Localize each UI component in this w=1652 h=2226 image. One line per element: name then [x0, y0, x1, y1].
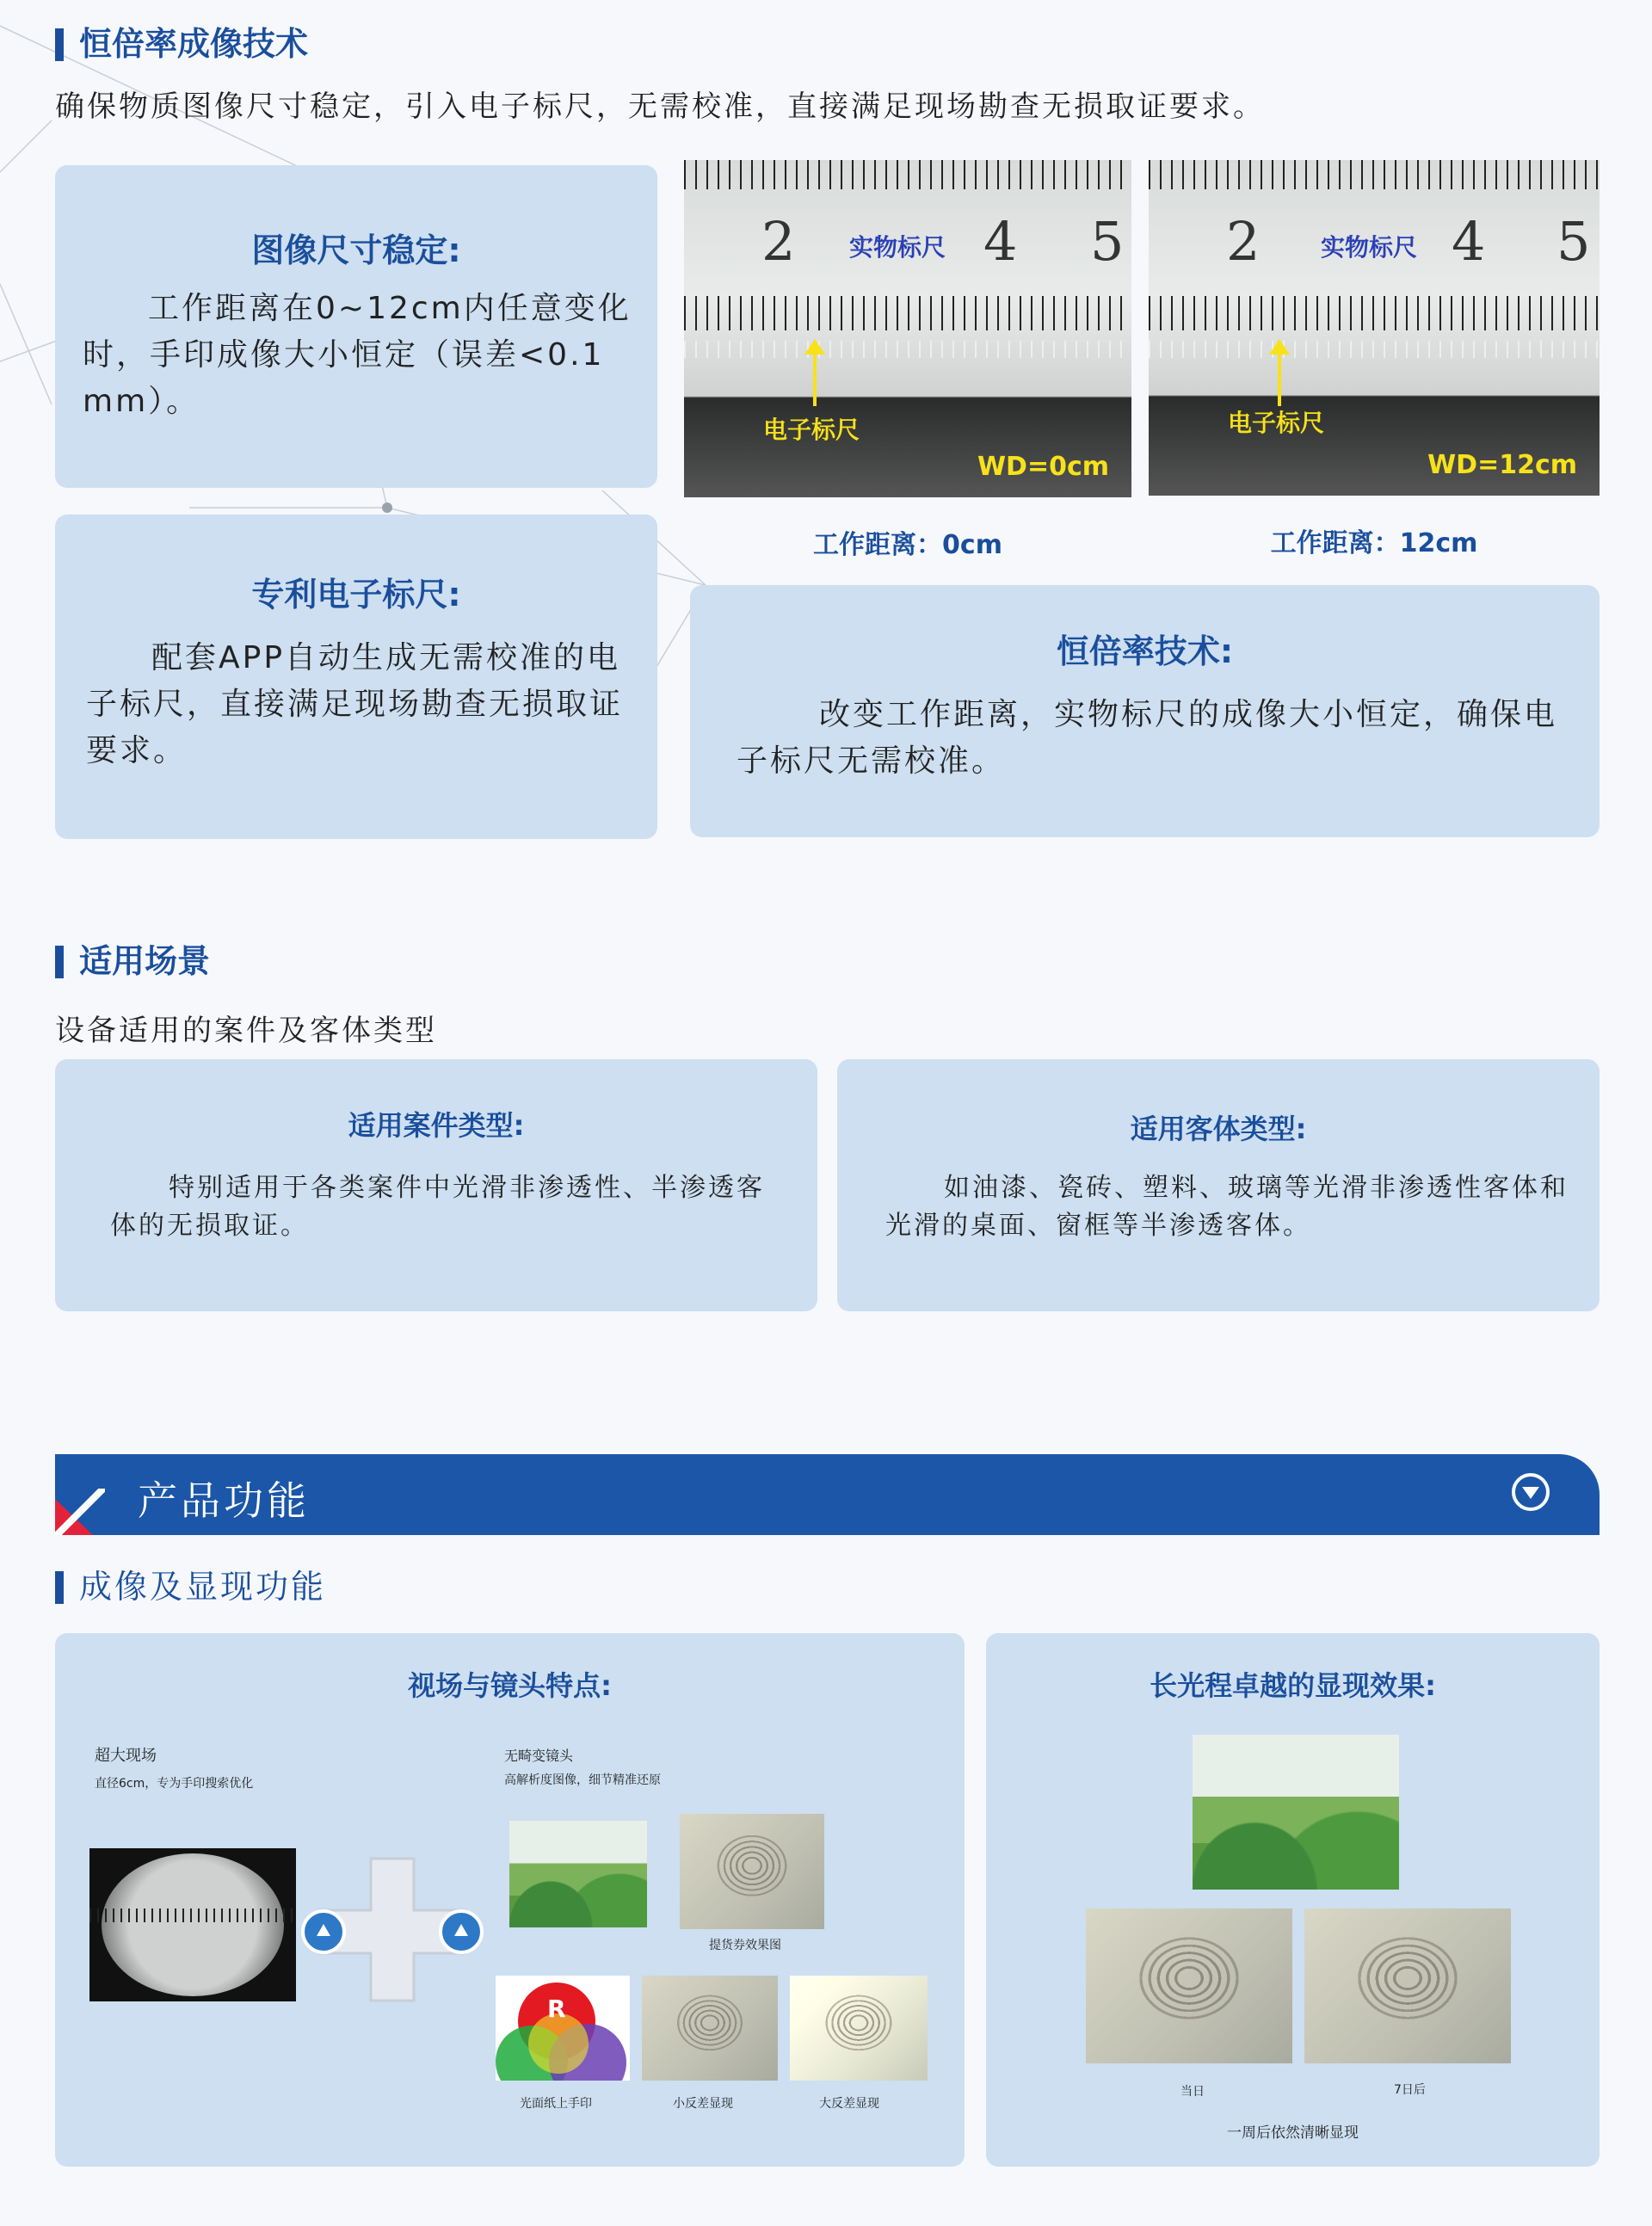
fingerprint-same-day-image [1086, 1908, 1292, 2063]
card-body-object-types: 如油漆、瓷砖、塑料、玻璃等光滑非渗透性客体和光滑的桌面、窗框等半渗透客体。 [885, 1173, 1569, 1241]
card-image-size-stable [55, 165, 657, 488]
caption-large-contrast: 大反差显现 [819, 2097, 879, 2111]
banner-title: 产品功能 [138, 1477, 310, 1524]
ruler-digit: 4 [983, 210, 1018, 273]
card-title-long-path-effect: 长光程卓越的显现效果: [1150, 1669, 1436, 1702]
card-title-constant-magnification-tech: 恒倍率技术: [1056, 632, 1234, 670]
card-title-case-types: 适用案件类型: [348, 1109, 525, 1142]
card-constant-magnification-tech [690, 585, 1600, 837]
ruler-digit: 2 [761, 210, 796, 273]
scene-sample-image [1193, 1735, 1399, 1890]
caption-glossy-paper: 光面纸上手印 [520, 2097, 592, 2111]
ruler-digit: 4 [1452, 210, 1486, 273]
label-big-field: 超大现场 [95, 1747, 157, 1765]
card-case-types [55, 1059, 817, 1311]
voucher-fingerprint-image [680, 1814, 824, 1929]
caption-7days: 7日后 [1394, 2083, 1426, 2097]
section-title-scenarios: 适用场景 [55, 940, 210, 982]
ruler-ticks-top [684, 160, 1131, 189]
real-ruler-label: 实物标尺 [849, 233, 946, 262]
ruler-caption-wd12: 工作距离：12cm [1270, 528, 1478, 558]
large-contrast-fingerprint-image [790, 1976, 928, 2081]
working-distance-label: WD=12cm [1427, 450, 1577, 480]
e-ruler-label: 电子标尺 [763, 416, 860, 444]
card-body-image-size-stable: 工作距离在0~12cm内任意变化时，手印成像大小恒定（误差<0.1 mm）。 [83, 291, 632, 419]
arrow-up-icon [813, 351, 817, 406]
scene-sample-image [509, 1821, 647, 1927]
section-subtitle-constant-magnification: 确保物质图像尺寸稳定，引入电子标尺，无需校准，直接满足现场勘查无损取证要求。 [55, 89, 1265, 124]
ruler-ticks-top [1149, 160, 1600, 189]
ruler-ticks-mid [684, 296, 1131, 330]
card-body-case-types: 特别适用于各类案件中光滑非渗透性、半渗透客体的无损取证。 [110, 1173, 765, 1241]
small-contrast-fingerprint-image [642, 1976, 778, 2081]
card-title-patent-e-ruler: 专利电子标尺: [251, 576, 461, 614]
electronic-scale [684, 341, 1131, 358]
real-ruler-label: 实物标尺 [1321, 233, 1418, 262]
ruler-ticks-mid [1149, 296, 1600, 330]
e-ruler-label: 电子标尺 [1228, 409, 1325, 437]
rgb-color-wheel-image [496, 1976, 630, 2081]
banner-white-stripe [55, 1489, 105, 1535]
working-distance-label: WD=0cm [977, 452, 1109, 482]
caption-week-later: 一周后依然清晰显现 [1227, 2124, 1359, 2142]
view-ruler-ticks [89, 1908, 296, 1922]
lens-circle [102, 1853, 284, 1996]
label-no-distortion: 无畸变镜头 [504, 1748, 574, 1764]
caption-voucher-effect: 提货券效果图 [709, 1939, 781, 1952]
card-body-constant-magnification-tech: 改变工作距离，实物标尺的成像大小恒定，确保电子标尺无需校准。 [737, 697, 1558, 779]
plus-connector-graphic [298, 1850, 487, 2005]
product-features-banner [55, 1454, 1600, 1535]
label-no-distortion-desc: 高解析度图像，细节精准还原 [504, 1773, 661, 1787]
card-long-path-effect [986, 1633, 1600, 2167]
card-title-object-types: 适用客体类型: [1130, 1113, 1307, 1145]
caption-same-day: 当日 [1180, 2085, 1205, 2099]
ruler-digit: 5 [1556, 210, 1591, 273]
chevron-down-icon[interactable] [1512, 1473, 1550, 1511]
caption-small-contrast: 小反差显现 [673, 2097, 733, 2111]
ruler-digit: 5 [1090, 210, 1125, 273]
card-title-image-size-stable: 图像尺寸稳定: [251, 231, 461, 269]
ruler-image-wd12 [1149, 160, 1600, 496]
section-subtitle-scenarios: 设备适用的案件及客体类型 [55, 1014, 437, 1048]
electronic-scale [1149, 341, 1600, 358]
ruler-digit: 2 [1226, 210, 1261, 273]
section-title-imaging: 成像及显现功能 [55, 1566, 326, 1607]
microscope-view-image [89, 1848, 296, 2001]
label-big-field-desc: 直径6cm，专为手印搜索优化 [95, 1777, 254, 1791]
card-object-types [837, 1059, 1600, 1311]
card-patent-e-ruler [55, 515, 657, 839]
fingerprint-7days-image [1304, 1908, 1511, 2063]
ruler-caption-wd0: 工作距离：0cm [813, 530, 1002, 560]
ruler-image-wd0 [684, 160, 1131, 497]
arrow-up-icon [1278, 351, 1281, 406]
section-title-constant-magnification: 恒倍率成像技术 [55, 23, 308, 65]
card-body-patent-e-ruler: 配套APP自动生成无需校准的电子标尺，直接满足现场勘查无损取证要求。 [86, 640, 624, 768]
card-title-view-and-lens: 视场与镜头特点: [408, 1669, 612, 1702]
card-view-and-lens [55, 1633, 965, 2167]
rgb-letter: R [547, 1995, 566, 2023]
